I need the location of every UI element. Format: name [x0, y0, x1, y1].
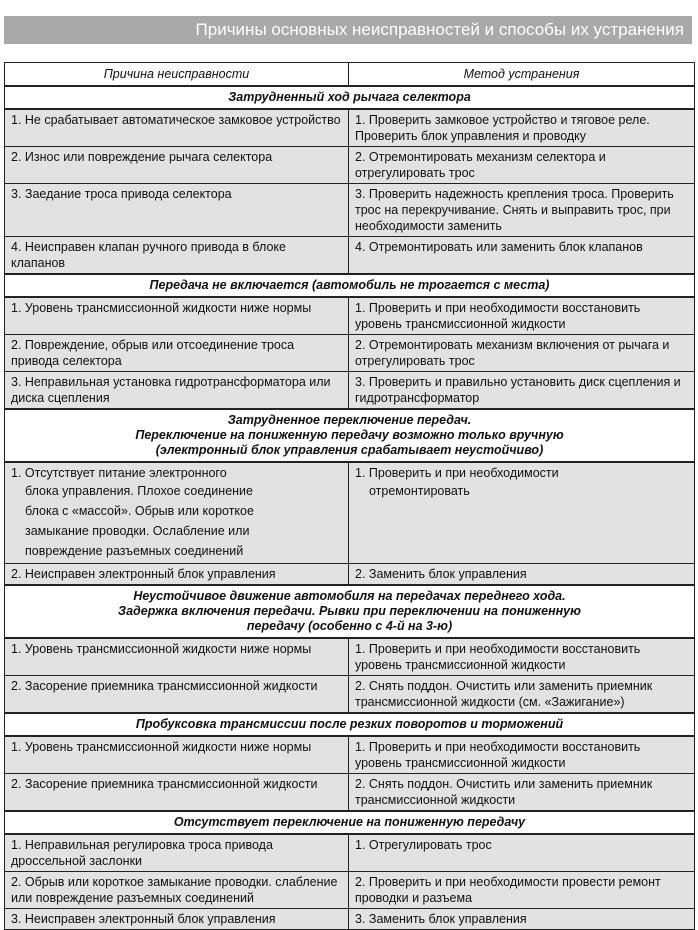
- table-row: [5, 872, 695, 909]
- cause-cell: [5, 184, 349, 237]
- cause-cell: [5, 564, 349, 586]
- section-heading-row: [5, 585, 695, 638]
- method-text: 3. Проверить надежность крепления троса. Проверить трос на перекручивание. Снять и выправить трос, при необходимости заменить: [355, 187, 674, 233]
- method-text: 4. Отремонтировать или заменить блок клапанов: [355, 240, 643, 254]
- section-heading: [5, 409, 695, 462]
- method-cell: [349, 638, 695, 676]
- method-cell: [349, 237, 695, 275]
- cause-cell: [5, 638, 349, 676]
- table-row: [5, 736, 695, 774]
- method-cell: [349, 147, 695, 184]
- cause-cell: [5, 297, 349, 335]
- method-text: 1. Проверить и при необходимости восстановить уровень трансмиссионной жидкости: [355, 301, 641, 331]
- cause-cell: [5, 834, 349, 872]
- method-cell: [349, 676, 695, 714]
- cause-text-continued: блока с «массой». Обрыв или короткое: [25, 504, 254, 518]
- cause-cell: [5, 462, 349, 564]
- cause-text: 1. Отсутствует питание электронного: [11, 466, 227, 480]
- method-text: 1. Проверить и при необходимости восстановить уровень трансмиссионной жидкости: [355, 740, 641, 770]
- method-text: 1. Проверить замковое устройство и тяговое реле. Проверить блок управления и проводку: [355, 113, 650, 143]
- table-row: [5, 147, 695, 184]
- method-text: 2. Снять поддон. Очистить или заменить приемник трансмиссионной жидкости (см. «Зажигание»): [355, 679, 653, 709]
- section-heading-row: [5, 86, 695, 109]
- method-text: 1. Проверить и при необходимости: [355, 466, 559, 480]
- cause-text: 2. Износ или повреждение рычага селектора: [11, 150, 273, 164]
- table-row: [5, 638, 695, 676]
- method-text: 3. Заменить блок управления: [355, 912, 527, 926]
- section-heading-line: Пробуксовка трансмиссии после резких поворотов и торможений: [135, 717, 564, 731]
- cause-text: 2. Неисправен электронный блок управления: [11, 567, 276, 581]
- method-text: 1. Проверить и при необходимости восстановить уровень трансмиссионной жидкости: [355, 642, 641, 672]
- section-heading: [5, 86, 695, 109]
- method-cell: [349, 872, 695, 909]
- cause-cell: [5, 147, 349, 184]
- cause-text: 2. Засорение приемника трансмиссионной жидкости: [11, 679, 318, 693]
- section-heading-row: [5, 811, 695, 834]
- section-heading-line: Задержка включения передачи. Рывки при переключении на пониженную: [118, 604, 581, 618]
- section-heading: [5, 585, 695, 638]
- section-heading-row: [5, 713, 695, 736]
- table-row: [5, 372, 695, 410]
- method-text: 2. Проверить и при необходимости провести ремонт проводки и разъема: [355, 875, 661, 905]
- method-text: 2. Отремонтировать механизм селектора и отрегулировать трос: [355, 150, 606, 180]
- cause-text: 1. Неправильная регулировка троса привода дроссельной заслонки: [11, 838, 273, 868]
- cause-text: 2. Засорение приемника трансмиссионной жидкости: [11, 777, 318, 791]
- cause-text: 2. Повреждение, обрыв или отсоединение троса привода селектора: [11, 338, 295, 368]
- cause-text: 2. Обрыв или короткое замыкание проводки. слабление или повреждение разъемных соединений: [11, 875, 338, 905]
- header-method: Метод устранения: [349, 63, 695, 87]
- title-banner: [4, 16, 692, 44]
- cause-text-continued: повреждение разъемных соединений: [25, 544, 244, 558]
- section-heading: [5, 811, 695, 834]
- method-text: 2. Отремонтировать механизм включения от рычага и отрегулировать трос: [355, 338, 670, 368]
- method-text: 1. Отрегулировать трос: [355, 838, 492, 852]
- method-cell: [349, 736, 695, 774]
- section-heading-line: Затрудненное переключение передач.: [227, 413, 472, 427]
- cause-text-continued: замыкание проводки. Ослабление или: [25, 524, 250, 538]
- section-heading: [5, 274, 695, 297]
- faults-table: [4, 62, 695, 930]
- table-row: [5, 237, 695, 275]
- table-row: [5, 109, 695, 147]
- table-body: [5, 86, 695, 930]
- cause-text: 4. Неисправен клапан ручного привода в блоке клапанов: [11, 240, 286, 270]
- cause-cell: [5, 872, 349, 909]
- cause-text-continued: блока управления. Плохое соединение: [25, 484, 253, 498]
- cause-cell: [5, 237, 349, 275]
- table-row: [5, 834, 695, 872]
- table-row: [5, 297, 695, 335]
- method-cell: [349, 297, 695, 335]
- table-row: [5, 184, 695, 237]
- method-cell: [349, 774, 695, 812]
- cause-text: 1. Не срабатывает автоматическое замковое устройство: [11, 113, 341, 127]
- table-header-row: [5, 63, 695, 87]
- section-heading-row: [5, 274, 695, 297]
- page-title: Причины основных неисправностей и способы их устранения: [195, 20, 684, 39]
- method-cell: [349, 462, 695, 564]
- method-cell: [349, 184, 695, 237]
- method-cell: [349, 372, 695, 410]
- cause-text: 3. Заедание троса привода селектора: [11, 187, 232, 201]
- table-row: [5, 462, 695, 564]
- cause-text: 1. Уровень трансмиссионной жидкости ниже нормы: [11, 301, 312, 315]
- method-text: 2. Заменить блок управления: [355, 567, 527, 581]
- section-heading-line: Неустойчивое движение автомобиля на передачах переднего хода.: [133, 589, 566, 603]
- table-row: [5, 774, 695, 812]
- header-cause: Причина неисправности: [5, 63, 349, 87]
- section-heading-line: Передача не включается (автомобиль не трогается с места): [149, 278, 550, 292]
- cause-text: 3. Неправильная установка гидротрансформатора или диска сцепления: [11, 375, 331, 405]
- method-text: 3. Проверить и правильно установить диск сцепления и гидротрансформатор: [355, 375, 681, 405]
- cause-cell: [5, 676, 349, 714]
- section-heading-line: Отсутствует переключение на пониженную передачу: [173, 815, 526, 829]
- method-cell: [349, 564, 695, 586]
- method-cell: [349, 109, 695, 147]
- cause-cell: [5, 736, 349, 774]
- cause-cell: [5, 372, 349, 410]
- method-text-continued: отремонтировать: [369, 484, 470, 498]
- section-heading-line: Переключение на пониженную передачу возможно только вручную: [135, 428, 564, 442]
- table-row: [5, 676, 695, 714]
- section-heading-line: Затрудненный ход рычага селектора: [228, 90, 471, 104]
- method-text: 2. Снять поддон. Очистить или заменить приемник трансмиссионной жидкости: [355, 777, 653, 807]
- method-cell: [349, 335, 695, 372]
- method-cell: [349, 834, 695, 872]
- table-row: [5, 564, 695, 586]
- table-row: [5, 335, 695, 372]
- cause-text: 3. Неисправен электронный блок управления: [11, 912, 276, 926]
- cause-text: 1. Уровень трансмиссионной жидкости ниже нормы: [11, 740, 312, 754]
- cause-text: 1. Уровень трансмиссионной жидкости ниже нормы: [11, 642, 312, 656]
- cause-cell: [5, 774, 349, 812]
- section-heading-row: [5, 409, 695, 462]
- cause-cell: [5, 109, 349, 147]
- cause-cell: [5, 335, 349, 372]
- section-heading: [5, 713, 695, 736]
- section-heading-line: передачу (особенно с 4-й на 3-ю): [246, 619, 453, 633]
- section-heading-line: (электронный блок управления срабатывает неустойчиво): [155, 443, 544, 457]
